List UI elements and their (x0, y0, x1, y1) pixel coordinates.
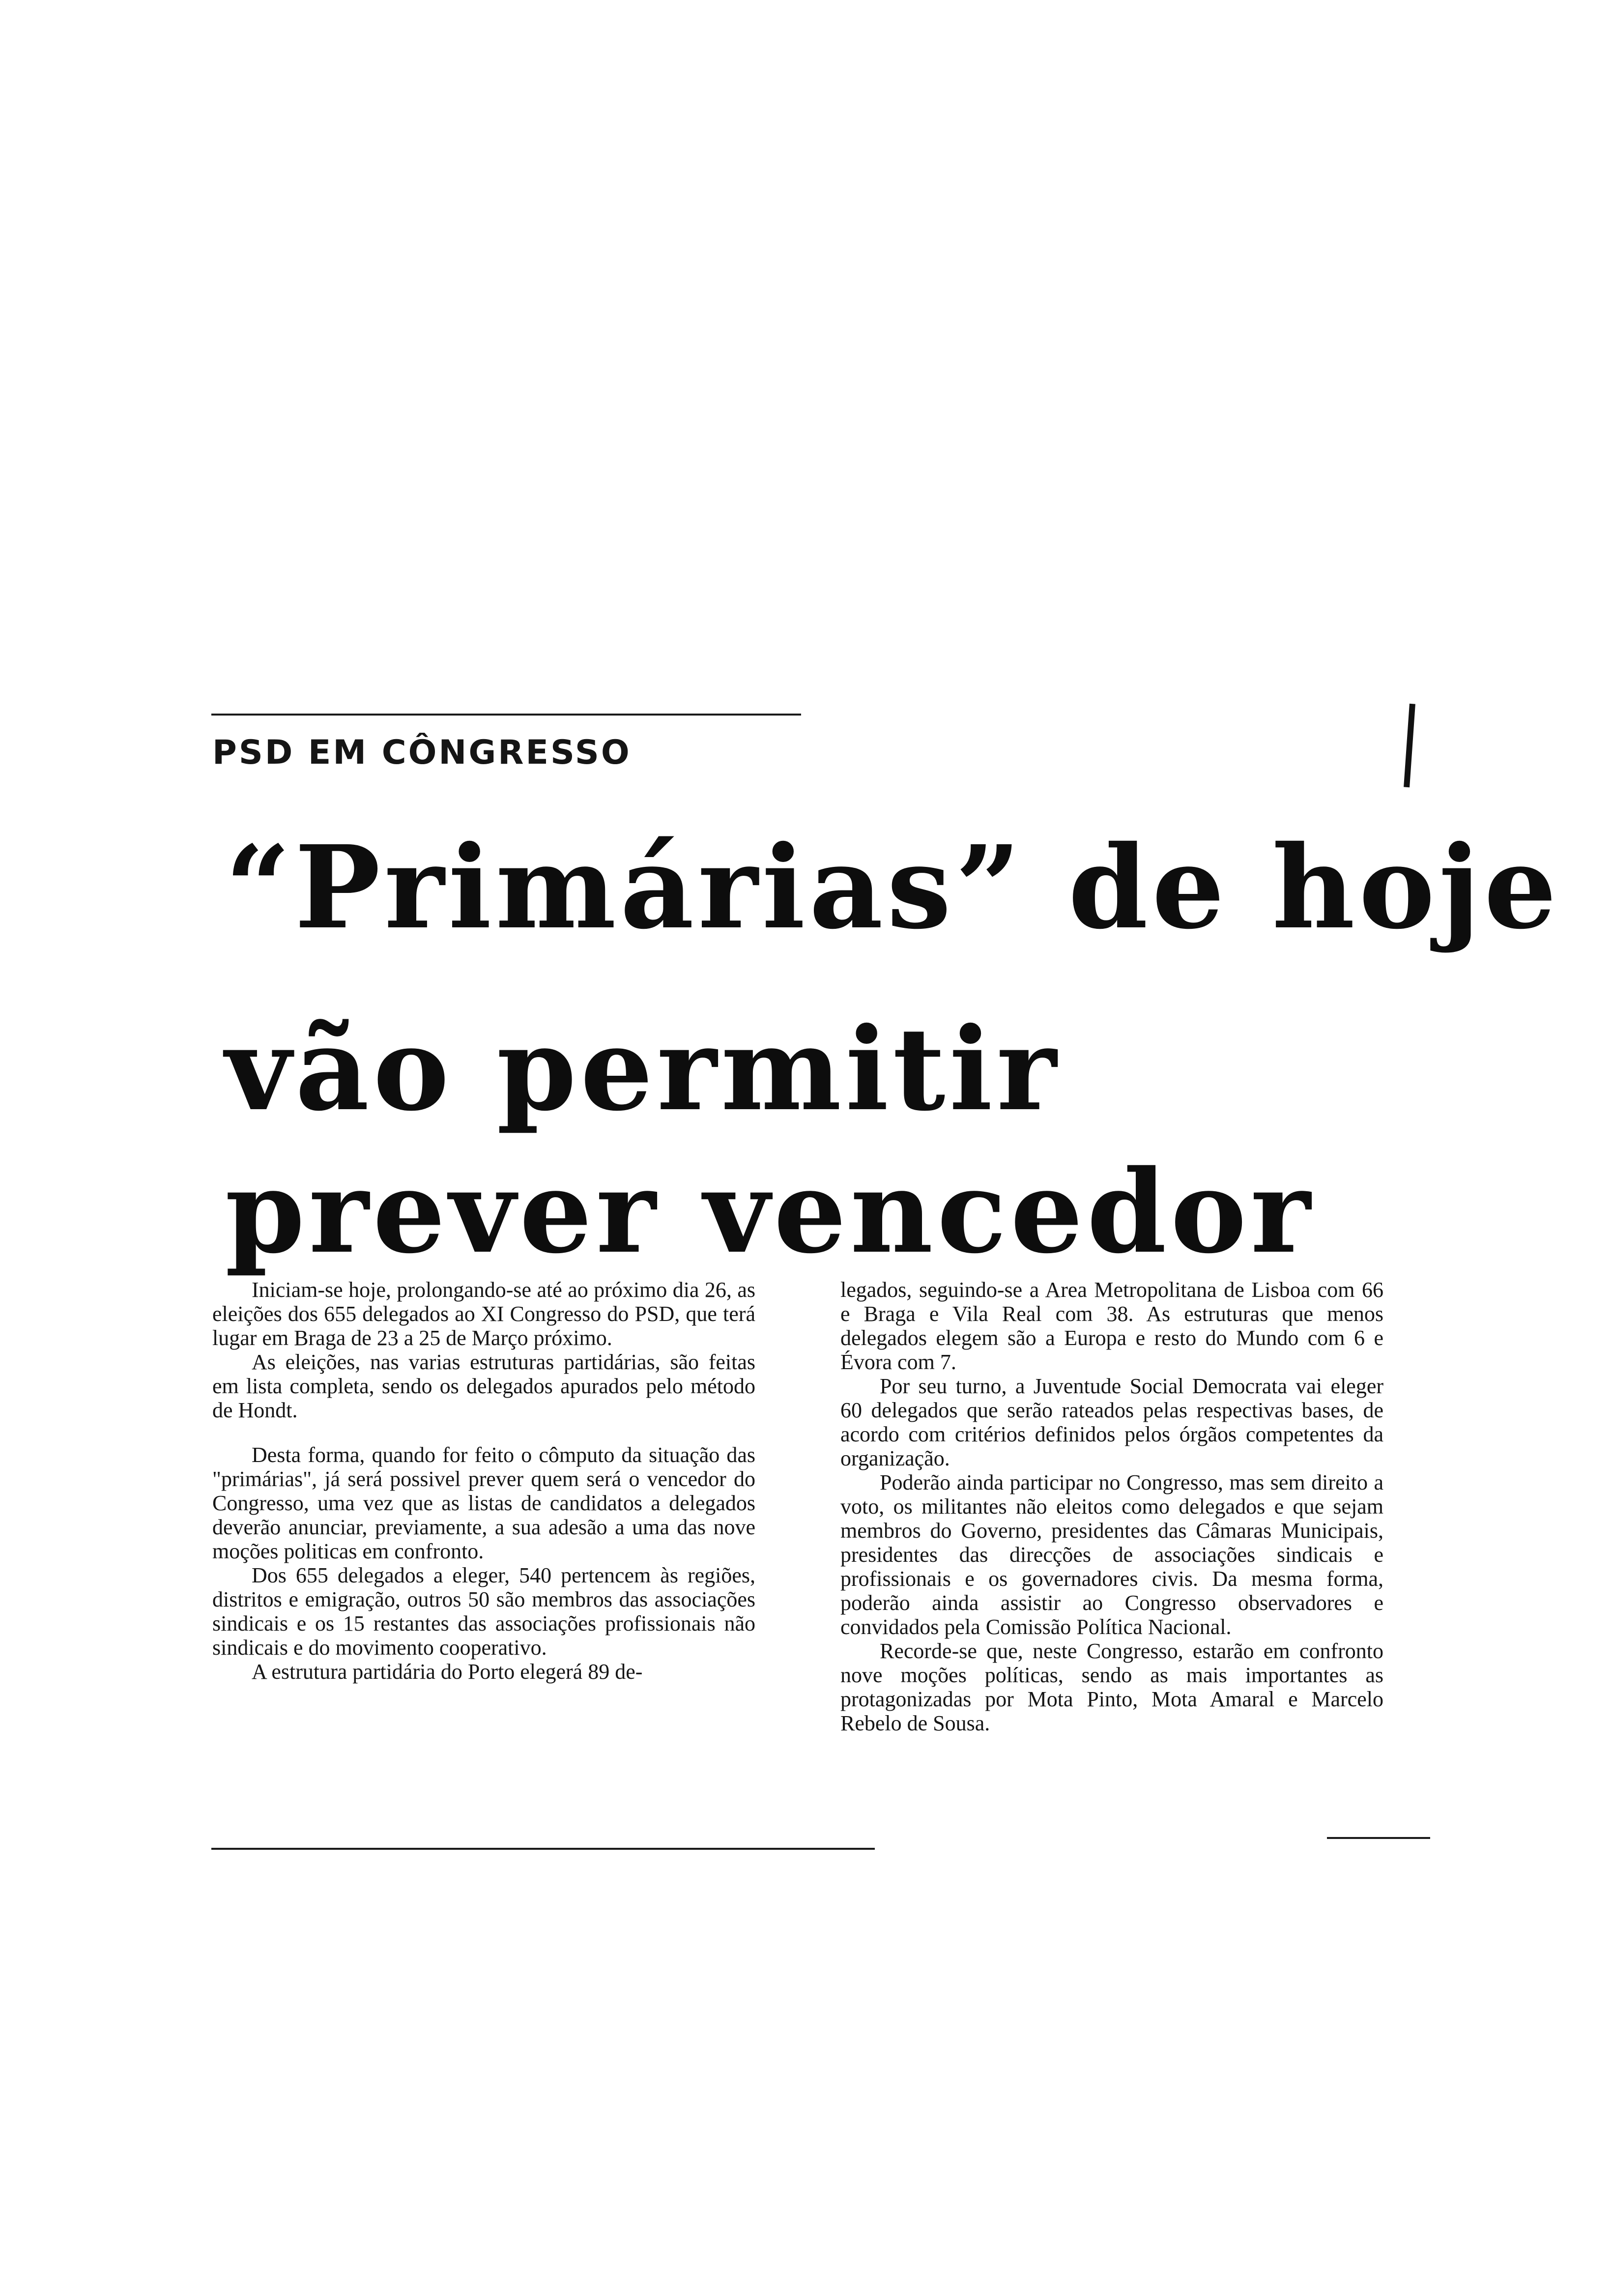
paragraph: A estrutura partidária do Porto elegerá 89 de- (252, 1660, 643, 1684)
paragraph: Desta forma, quando for feito o cômputo da situação das "primárias", já será possivel prever quem será o vencedor do Congresso, uma vez que as listas de candidatos a delegados deverão anunciar, previamente, a sua adesão a uma das nove moções politicas em confronto. (212, 1443, 755, 1563)
top-rule (211, 714, 801, 716)
margin-mark (1404, 704, 1415, 787)
paragraph: Dos 655 delegados a eleger, 540 pertencem às regiões, distritos e emigração, outros 50 são membros das associações sindicais e os 15 restantes das associações profissionais não sindicais e do movimento cooperativo. (212, 1563, 755, 1660)
article-column-left (212, 1278, 755, 1684)
paragraph: Recorde-se que, neste Congresso, estarão em confronto nove moções políticas, sendo as mais importantes as protagonizadas por Mota Pinto, Mota Amaral e Marcelo Rebelo de Sousa. (840, 1639, 1383, 1735)
paragraph: Poderão ainda participar no Congresso, mas sem direito a voto, os militantes não eleitos como delegados e que sejam membros do Governo, presidentes das Câmaras Municipais, presidentes das direcções de associações sindicais e profissionais e os governadores civis. Da mesma forma, poderão ainda assistir ao Congresso observadores e convidados pela Comissão Política Nacional. (840, 1470, 1383, 1639)
bottom-rule-right (1327, 1837, 1430, 1839)
headline-line-1: “Primárias” de hoje (225, 820, 1561, 954)
paragraph: Iniciam-se hoje, prolongando-se até ao próximo dia 26, as eleições dos 655 delegados ao XI Congresso do PSD, que terá lugar em Braga de 23 a 25 de Março próximo. (212, 1278, 755, 1350)
paragraph: Por seu turno, a Juventude Social Democrata vai eleger 60 delegados que serão rateados pelas respectivas bases, de acordo com critérios definidos pelos órgãos competentes da organização. (840, 1374, 1383, 1470)
bottom-rule-left (211, 1848, 875, 1850)
article-column-right (840, 1278, 1383, 1735)
paragraph: As eleições, nas varias estruturas partidárias, são feitas em lista completa, sendo os delegados apurados pelo método de Hondt. (212, 1350, 755, 1422)
section-kicker: PSD EM CÔNGRESSO (212, 733, 632, 772)
headline-line-3: prever vencedor (225, 1145, 1315, 1279)
headline-line-2: vão permitir (225, 1002, 1061, 1136)
paragraph: legados, seguindo-se a Area Metropolitana de Lisboa com 66 e Braga e Vila Real com 38. As estruturas que menos delegados elegem são a Europa e resto do Mundo com 6 e Évora com 7. (840, 1278, 1383, 1374)
